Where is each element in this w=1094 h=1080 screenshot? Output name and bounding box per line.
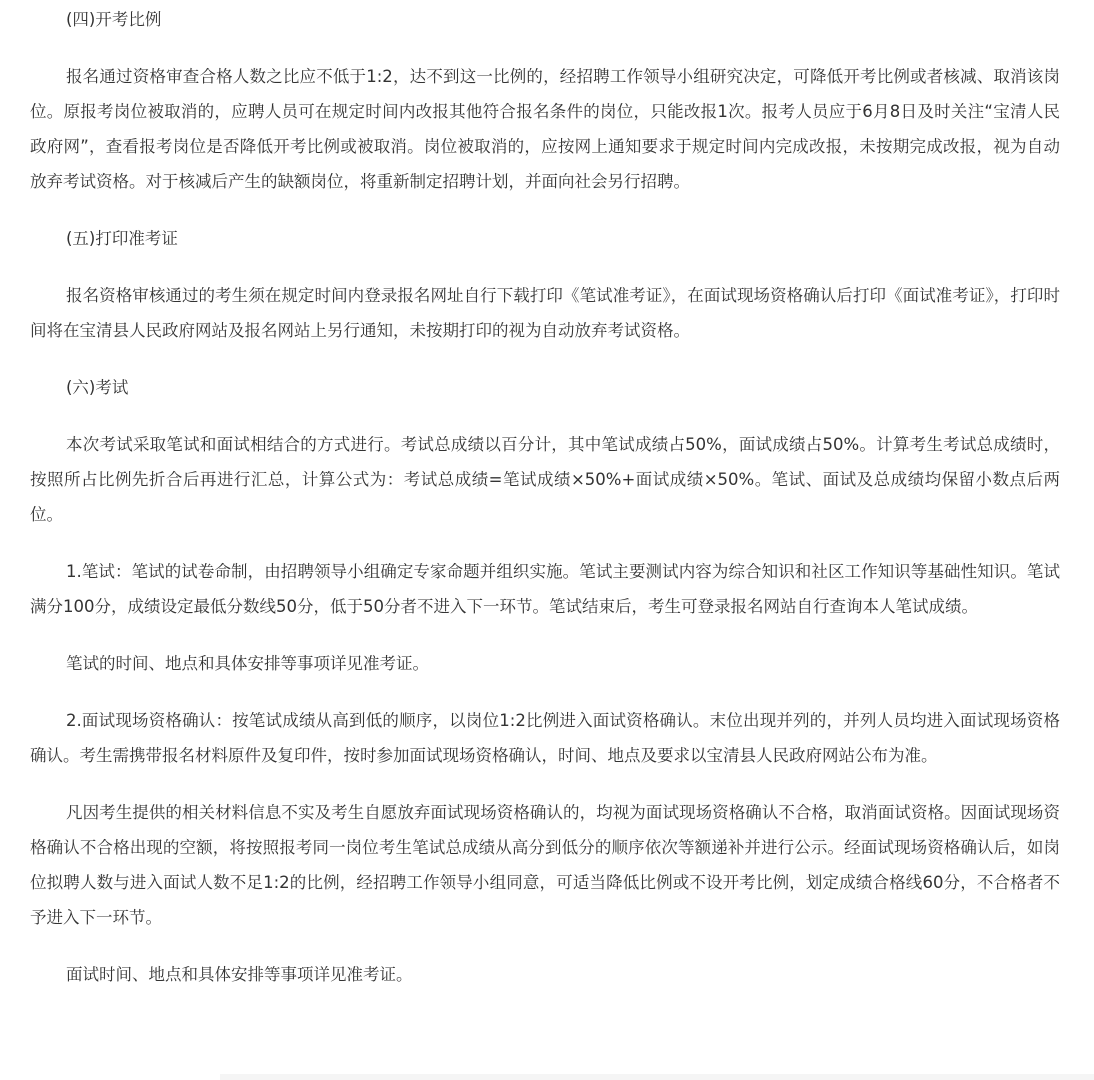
section-heading-print: (五)打印准考证 (66, 229, 178, 248)
ratio-paragraph: 报名通过资格审查合格人数之比应不低于1:2，达不到这一比例的，经招聘工作领导小组研究决定，可降低开考比例或者核减、取消该岗位。原报考岗位被取消的，应聘人员可在规定时间内改报其他符合报名条件的岗位，只能改报1次。报考人员应于6月8日及时关注“宝清人民政府网”，查看报考岗位是否降低开考比例或被取消。岗位被取消的，应按网上通知要求于规定时间内完成改报，未按期完成改报，视为自动放弃考试资格。对于核减后产生的缺额岗位，将重新制定招聘计划，并面向社会另行招聘。 (30, 67, 1060, 191)
disqualification-paragraph: 凡因考生提供的相关材料信息不实及考生自愿放弃面试现场资格确认的，均视为面试现场资格确认不合格，取消面试资格。因面试现场资格确认不合格出现的空额，将按照报考同一岗位考生笔试总成绩从高分到低分的顺序依次等额递补并进行公示。经面试现场资格确认后，如岗位拟聘人数与进入面试人数不足1:2的比例，经招聘工作领导小组同意，可适当降低比例或不设开考比例，划定成绩合格线60分，不合格者不予进入下一环节。 (30, 803, 1060, 927)
interview-qualification-paragraph: 2.面试现场资格确认：按笔试成绩从高到低的顺序，以岗位1:2比例进入面试资格确认。末位出现并列的，并列人员均进入面试现场资格确认。考生需携带报名材料原件及复印件，按时参加面试现场资格确认，时间、地点及要求以宝清县人民政府网站公布为准。 (30, 711, 1060, 765)
print-paragraph: 报名资格审核通过的考生须在规定时间内登录报名网址自行下载打印《笔试准考证》，在面试现场资格确认后打印《面试准考证》，打印时间将在宝清县人民政府网站及报名网站上另行通知，未按期打印的视为自动放弃考试资格。 (30, 286, 1060, 340)
page-bottom-divider (220, 1074, 1094, 1080)
exam-paragraph: 本次考试采取笔试和面试相结合的方式进行。考试总成绩以百分计，其中笔试成绩占50%，面试成绩占50%。计算考生考试总成绩时，按照所占比例先折合后再进行汇总，计算公式为：考试总成绩=笔试成绩×50%+面试成绩×50%。笔试、面试及总成绩均保留小数点后两位。 (30, 435, 1060, 524)
written-exam-paragraph: 1.笔试：笔试的试卷命制，由招聘领导小组确定专家命题并组织实施。笔试主要测试内容为综合知识和社区工作知识等基础性知识。笔试满分100分，成绩设定最低分数线50分，低于50分者不进入下一环节。笔试结束后，考生可登录报名网站自行查询本人笔试成绩。 (30, 562, 1060, 616)
interview-schedule-paragraph: 面试时间、地点和具体安排等事项详见准考证。 (66, 965, 413, 984)
article-body (30, 2, 1060, 1014)
written-exam-schedule-paragraph: 笔试的时间、地点和具体安排等事项详见准考证。 (66, 654, 429, 673)
section-heading-exam: (六)考试 (66, 378, 129, 397)
section-heading-ratio: (四)开考比例 (66, 10, 162, 29)
